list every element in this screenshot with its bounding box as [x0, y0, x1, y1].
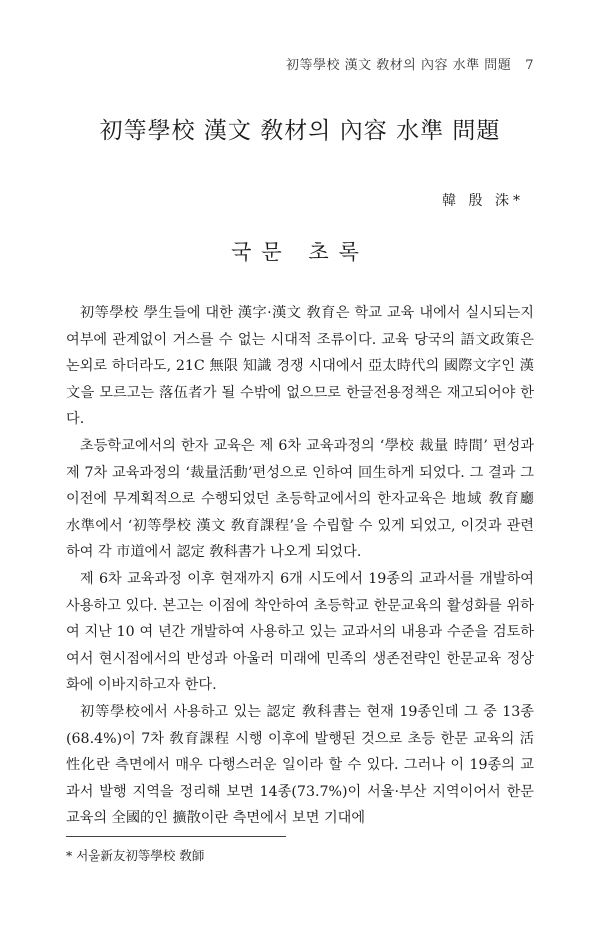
footnote: * 서울新友初等學校 敎師 — [66, 848, 205, 863]
running-title: 初等學校 漢文 敎材의 內容 水準 問題 — [285, 58, 512, 73]
footnote-rule — [66, 836, 286, 837]
abstract-heading: 국문 초록 — [231, 240, 369, 264]
page-number: 7 — [525, 58, 534, 73]
abstract-paragraph: 제 6차 교육과정 이후 현재까지 6개 시도에서 19종의 교과서를 개발하여 사용하고 있다. 본고는 이점에 착안하여 초등학교 한문교육의 활성화를 위하여 지난 10 여 년간 개발하여 사용하고 있는 교과서의 내용과 수준을 검토하여서 현시점에서의 반성과 아울러 미래에 민족의 생존전략인 한문교육 정상화에 이바지하고자 한다. — [66, 570, 534, 694]
author-name: 韓 殷 洙* — [442, 193, 524, 209]
abstract-paragraph: 初等學校 學生들에 대한 漢字·漢文 敎育은 학교 교육 내에서 실시되는지 여부에 관계없이 거스를 수 없는 시대적 조류이다. 교육 당국의 語文政策은 논외로 하더라도, 21C 無限 知識 경쟁 시대에서 亞太時代의 國際文字인 漢文을 모르고는 落伍者가 될 수밖에 없으므로 한글전용정책은 재고되어야 한다. — [66, 305, 534, 428]
intro-paragraph: 初等學校에서 사용하고 있는 認定 敎科書는 현재 19종인데 그 중 13종(68.4%)이 7차 敎育課程 시행 이후에 발행된 것으로 초등 한문 교육의 活性化란 측면에서 매우 다행스러운 일이라 할 수 있다. 그러나 이 19종의 교과서 발행 지역을 정리해 보면 14종(73.7%)이 서울·부산 지역이어서 한문 교육의 全國的인 擴散이란 측면에서 보면 기대에 — [66, 704, 534, 827]
intro-body — [66, 699, 534, 832]
abstract-body — [66, 300, 534, 699]
article-title: 初等學校 漢文 敎材의 內容 水準 問題 — [99, 118, 501, 144]
abstract-paragraph: 초등학교에서의 한자 교육은 제 6차 교육과정의 ‘學校 裁量 時間’ 편성과 제 7차 교육과정의 ‘裁量活動’편성으로 인하여 回生하게 되었다. 그 결과 그 이전에 무계획적으로 수행되었던 초등학교에서의 한자교육은 地域 敎育廳 水準에서 ‘初等學校 漢文 敎育課程’을 수립할 수 있게 되었고, 이것과 관련하여 각 市道에서 認定 敎科書가 나오게 되었다. — [66, 437, 534, 561]
running-header — [286, 54, 534, 73]
